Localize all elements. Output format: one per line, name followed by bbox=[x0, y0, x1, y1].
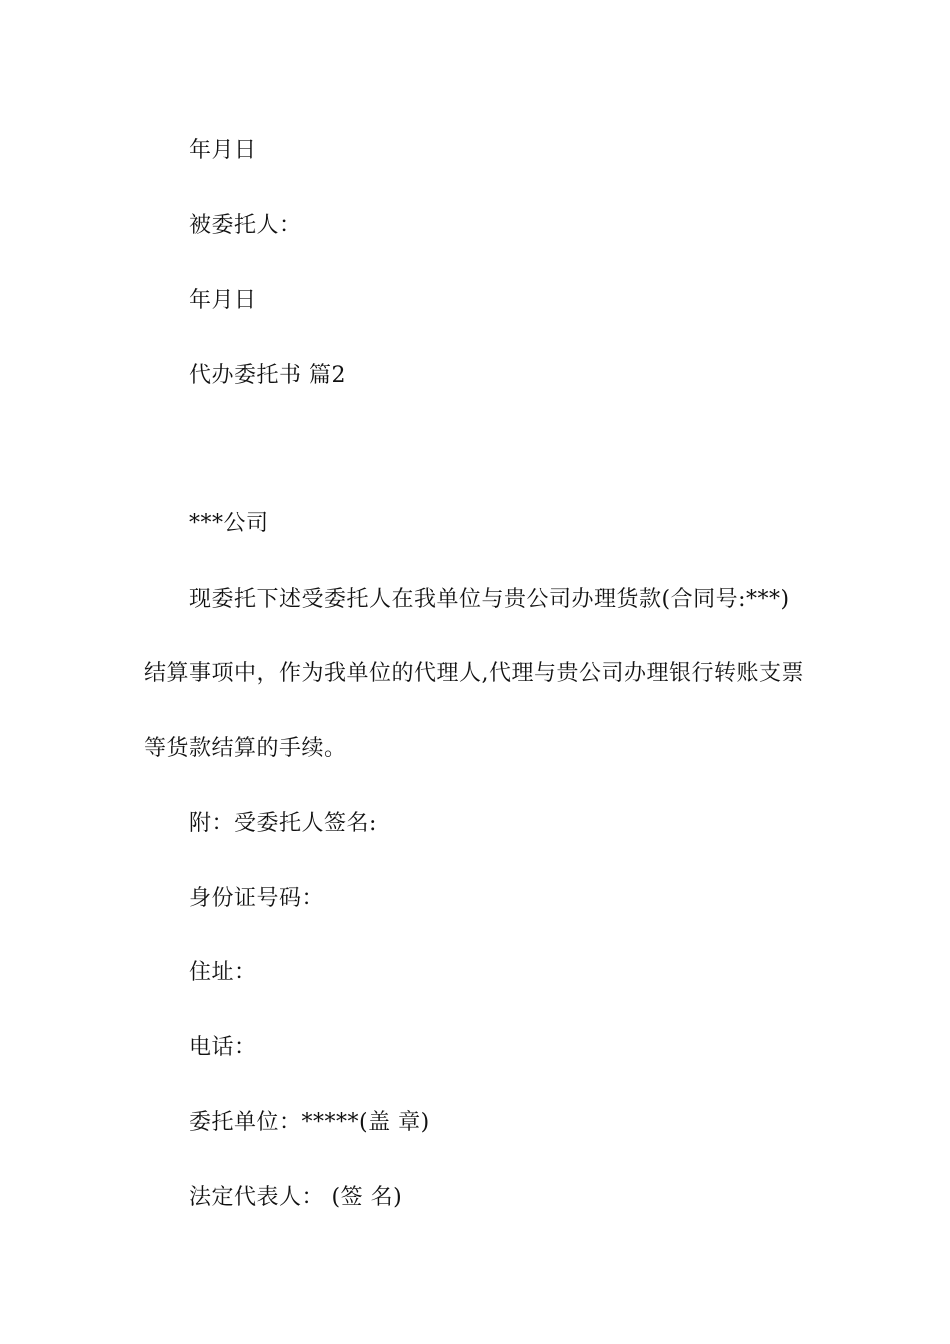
body-paragraph-line-2: 结算事项中，作为我单位的代理人,代理与贵公司办理银行转账支票 bbox=[144, 661, 804, 686]
date-line-2: 年月日 bbox=[189, 288, 257, 313]
trustee-label: 被委托人： bbox=[189, 213, 302, 238]
body-paragraph-line-1: 现委托下述受委托人在我单位与贵公司办理货款(合同号:***) bbox=[189, 587, 790, 612]
attachment-signature-label: 附：受委托人签名: bbox=[189, 811, 377, 836]
address-label: 住址： bbox=[189, 960, 257, 985]
id-number-label: 身份证号码： bbox=[189, 886, 325, 911]
entrusting-unit-label: 委托单位：*****(盖 章) bbox=[189, 1110, 430, 1135]
phone-label: 电话： bbox=[189, 1035, 257, 1060]
body-paragraph-line-3: 等货款结算的手续。 bbox=[144, 736, 347, 761]
legal-representative-label: 法定代表人： (签 名) bbox=[189, 1185, 403, 1210]
section-heading: 代办委托书 篇2 bbox=[189, 363, 346, 388]
date-line-1: 年月日 bbox=[189, 138, 257, 163]
addressee: ***公司 bbox=[189, 511, 269, 536]
